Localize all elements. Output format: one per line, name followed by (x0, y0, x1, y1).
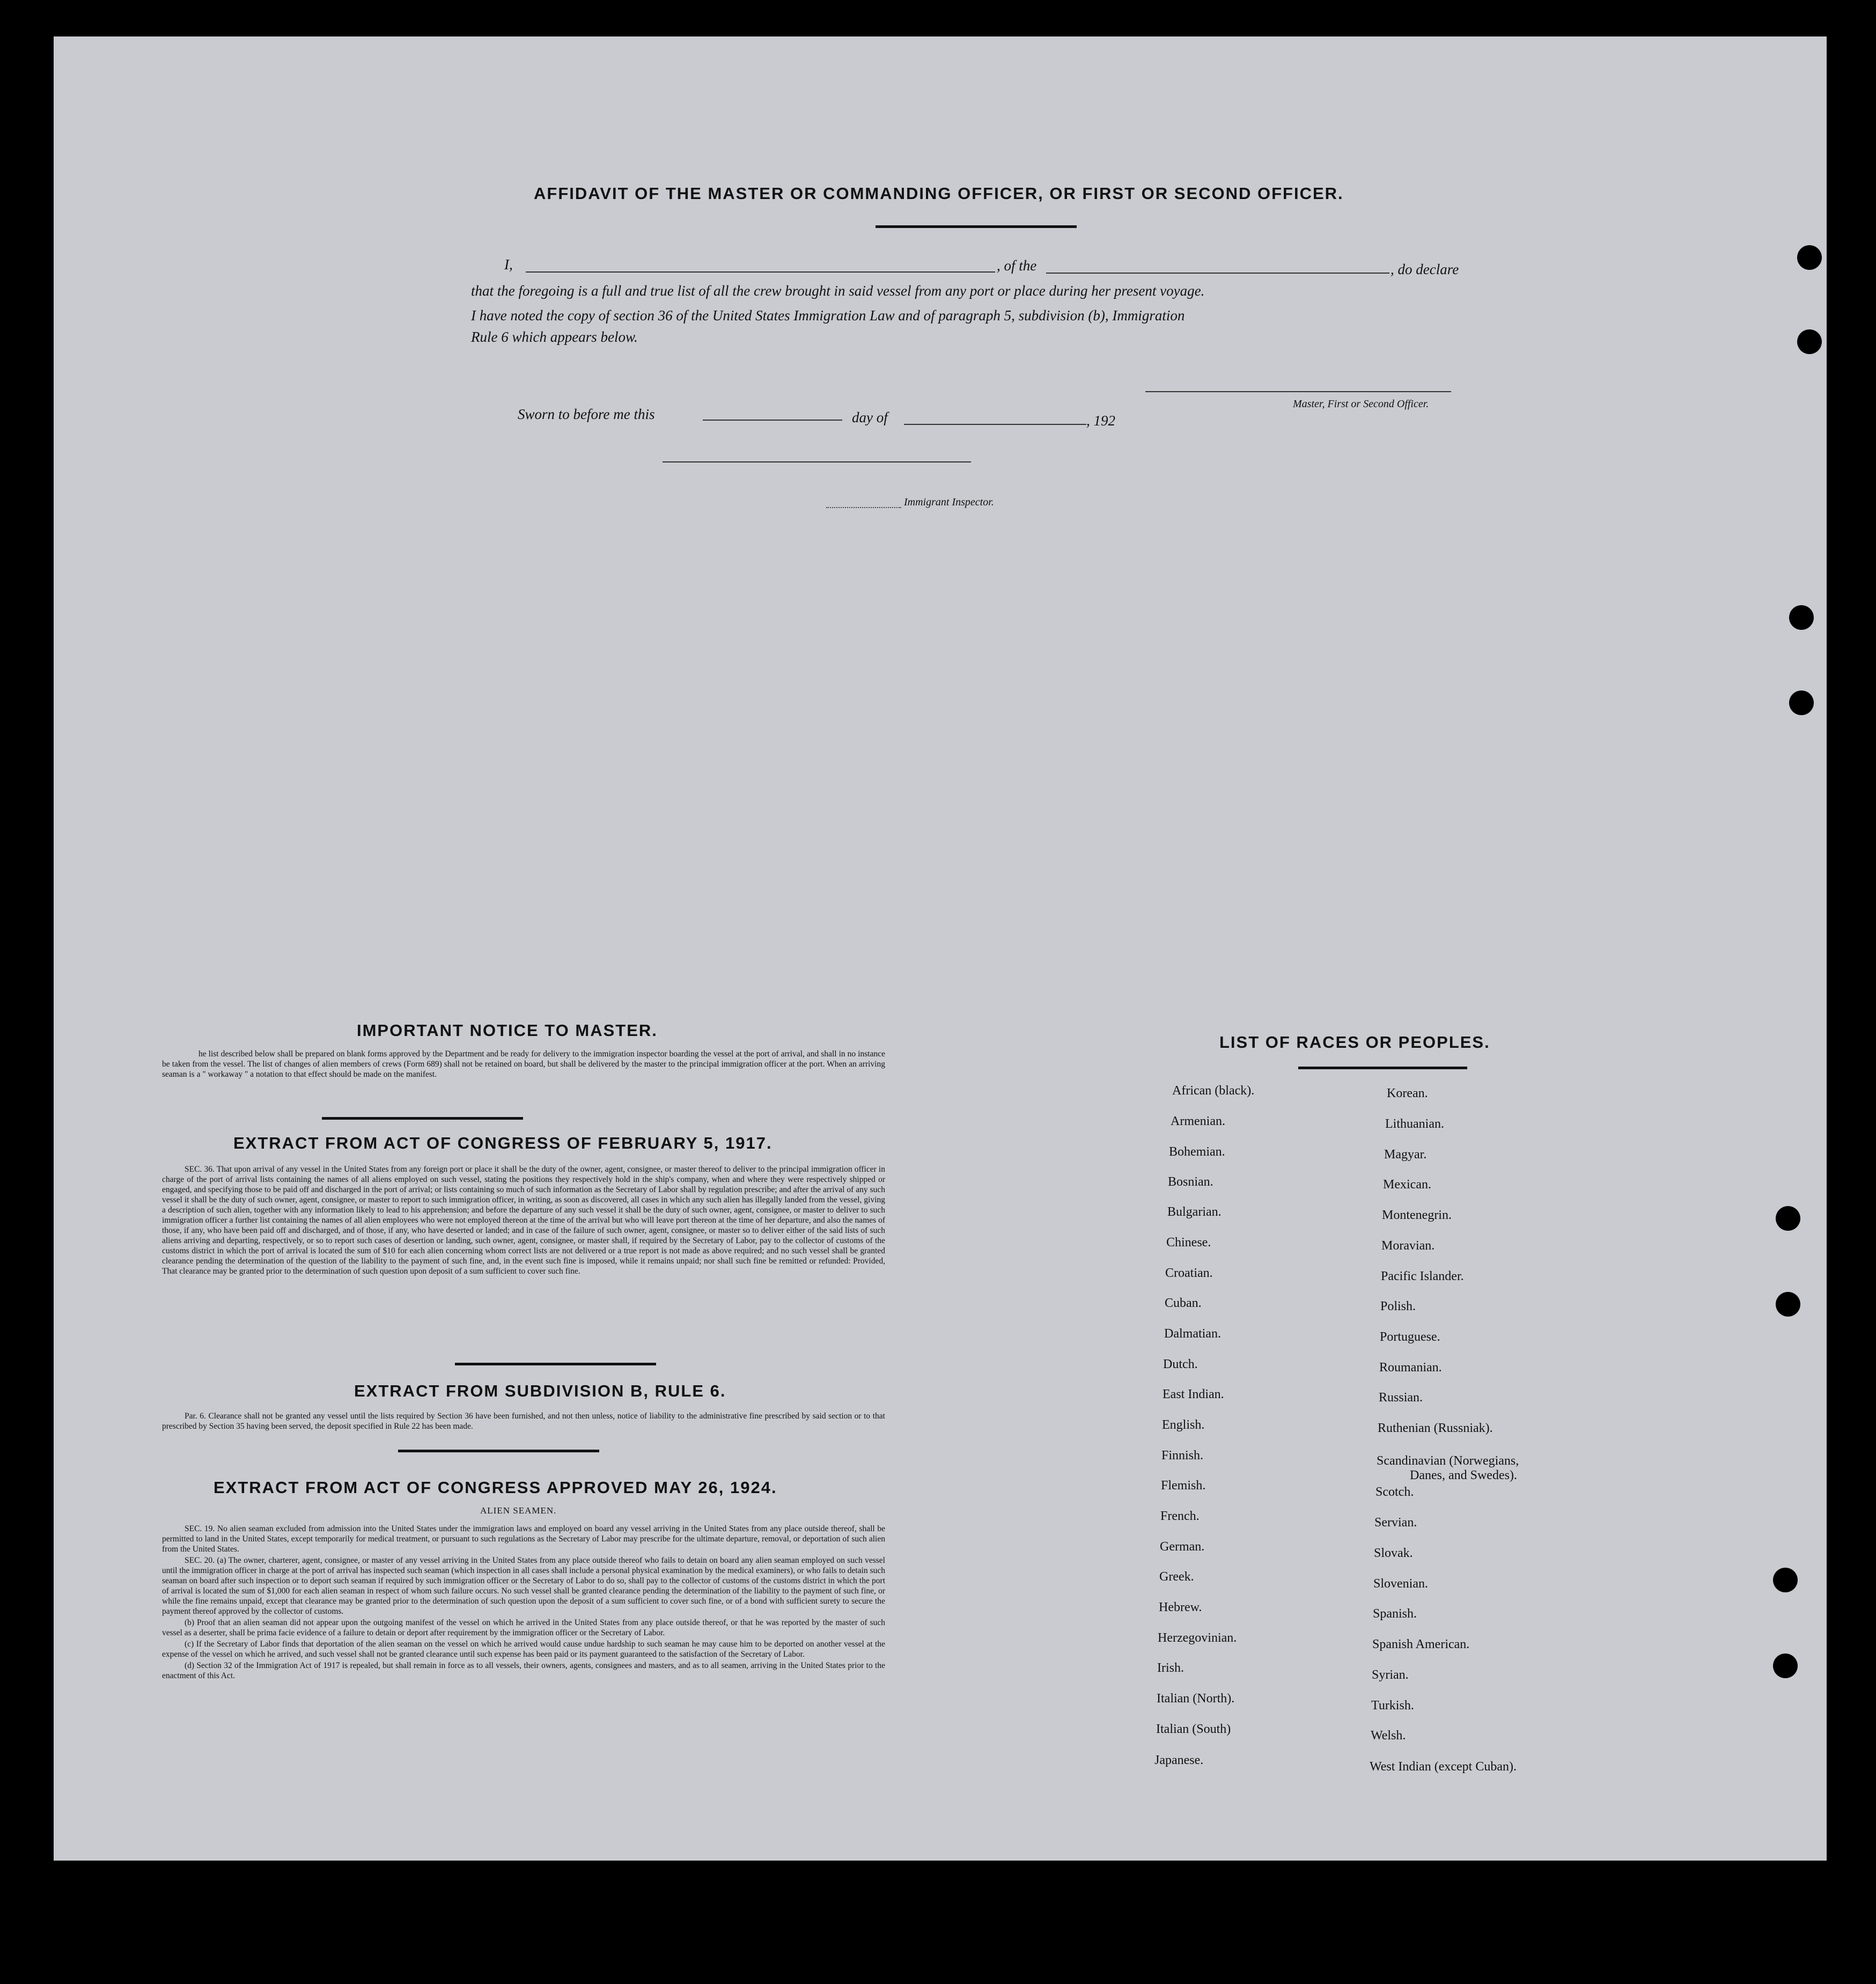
extract-1917-text (162, 1164, 885, 1277)
section-rule (322, 1117, 523, 1120)
race-item: Bulgarian. (1167, 1205, 1222, 1219)
day-of-text: day of (852, 409, 888, 425)
race-item: West Indian (except Cuban). (1370, 1760, 1517, 1774)
race-item: Servian. (1374, 1516, 1417, 1530)
race-item: Japanese. (1154, 1753, 1204, 1767)
race-item: Lithuanian. (1385, 1117, 1444, 1131)
race-item: Italian (South) (1156, 1722, 1231, 1736)
race-item: Italian (North). (1157, 1692, 1235, 1706)
sec-20a-paragraph: SEC. 20. (a) The owner, charterer, agent, consignee, or master of any vessel arriving in the United States from any place outside thereof who fails to detain on board any alien seaman employed on such vessel until the immigration officer in charge at the port of arrival has inspected such seaman (which inspection in all cases shall include a personal physical examination by the medical examiners), or who fails to detain such seaman on board after such inspection or to deport such seaman if required by such immigration officer or the Secretary of Labor to do so, shall pay to the collector of customs of the customs district in which the port of arrival is located the sum of $1,000 for each alien seaman in respect of whom such failure occurs. No such vessel shall be granted clearance pending the determination of the liability to the payment of such fine, or while the fine remains unpaid, except that clearance may be granted prior to the determination of such question upon the deposit of a sum sufficient to cover such fine, or of a bond with sufficient surety to secure the payment thereof approved by the collector of customs. (162, 1556, 885, 1616)
race-item: Hebrew. (1159, 1600, 1202, 1614)
punch-hole (1789, 605, 1814, 630)
sec-20d-paragraph: (d) Section 32 of the Immigration Act of 1917 is repealed, but shall remain in force as to all vessels, their owners, agents, consignees and masters, and as to all seamen, arriving in the United States prior to the enactment of this Act. (162, 1661, 885, 1680)
master-signature-field[interactable] (1145, 391, 1451, 392)
affidavit-line4: Rule 6 which appears below. (471, 329, 638, 345)
punch-hole (1776, 1206, 1800, 1231)
race-item: Greek. (1159, 1570, 1194, 1584)
race-item: Korean. (1387, 1086, 1428, 1100)
punch-hole (1797, 329, 1822, 354)
sworn-text: Sworn to before me this (518, 406, 655, 422)
race-item: Scotch. (1375, 1485, 1414, 1499)
race-item: Bohemian. (1169, 1145, 1225, 1159)
extract-rule6-title: EXTRACT FROM SUBDIVISION B, RULE 6. (354, 1382, 726, 1400)
race-item: Chinese. (1166, 1236, 1211, 1250)
year-text: , 192 (1086, 413, 1115, 429)
affidavit-line2: that the foregoing is a full and true list of all the crew brought in said vessel from any port or place during her present voyage. (471, 283, 1205, 299)
races-title: LIST OF RACES OR PEOPLES. (1219, 1033, 1490, 1052)
sworn-month-field[interactable] (904, 424, 1086, 425)
extract-1917-title: EXTRACT FROM ACT OF CONGRESS OF FEBRUARY 5, 1917. (233, 1134, 773, 1152)
sworn-day-field[interactable] (703, 420, 842, 421)
race-item: Spanish American. (1372, 1637, 1470, 1651)
race-item: Slovenian. (1373, 1577, 1428, 1591)
race-item: Mexican. (1383, 1178, 1431, 1192)
punch-hole (1773, 1654, 1798, 1678)
par-6-paragraph: Par. 6. Clearance shall not be granted any vessel until the lists required by Section 36 have been furnished, and not then unless, notice of liability to the administrative fine prescribed by said section or to that prescribed by Section 35 having been served, the deposit specified in Rule 22 has been made. (162, 1412, 885, 1431)
race-item: Russian. (1379, 1391, 1423, 1405)
punch-hole (1797, 245, 1822, 270)
punch-hole (1789, 690, 1814, 715)
race-item: Irish. (1157, 1661, 1184, 1675)
sec-20b-paragraph: (b) Proof that an alien seaman did not appear upon the outgoing manifest of the vessel on which he arrived in the United States from any place outside thereof, or that he was reported by the master of such vessel as a deserter, shall be prima facie evidence of a failure to detain or deport after requirement by the immigration officer or the Secretary of Labor. (162, 1618, 885, 1637)
race-item: Scandinavian (Norwegians, (1377, 1454, 1519, 1468)
race-item: Pacific Islander. (1381, 1269, 1464, 1283)
race-item: Spanish. (1373, 1607, 1417, 1621)
race-item: French. (1160, 1509, 1200, 1523)
race-item: Magyar. (1384, 1148, 1427, 1162)
race-item: Turkish. (1371, 1699, 1414, 1713)
race-item: German. (1160, 1540, 1205, 1554)
section-rule (455, 1363, 656, 1365)
race-item: Syrian. (1372, 1668, 1409, 1682)
race-item: Montenegrin. (1382, 1208, 1452, 1222)
title-rule (876, 225, 1077, 228)
inspector-signature-field[interactable] (663, 461, 971, 462)
alien-seamen-subtitle: ALIEN SEAMEN. (480, 1505, 557, 1516)
sec-19-paragraph: SEC. 19. No alien seaman excluded from admission into the United States under the immigration laws and employed on board any vessel arriving in the United States from any place outside thereof, shall be permitted to land in the United States, except temporarily for medical treatment, or pursuant to such regulations as the Secretary of Labor may prescribe for the ultimate departure, removal, or deportation of such alien from the United States. (162, 1524, 885, 1554)
race-item: English. (1162, 1418, 1205, 1432)
master-caption: Master, First or Second Officer. (1293, 398, 1429, 410)
race-item: Dutch. (1163, 1357, 1198, 1371)
race-item: East Indian. (1163, 1387, 1224, 1401)
sec-20c-paragraph: (c) If the Secretary of Labor finds that deportation of the alien seaman on the vessel on which he arrived would cause undue hardship to such seaman he may cause him to be deported on another vessel at the expense of the vessel on which he arrived, and such vessel shall not be granted clearance until such expense has been paid or its payment guaranteed to the satisfaction of the Secretary of Labor. (162, 1640, 885, 1659)
affidavit-do-declare: , do declare (1391, 261, 1459, 277)
race-item: Croatian. (1165, 1266, 1213, 1280)
sec-36-paragraph: SEC. 36. That upon arrival of any vessel in the United States from any foreign port or place it shall be the duty of the owner, agent, consignee, or master thereof to deliver to the principal immigration officer in charge of the port of arrival lists containing the names of all aliens employed on such vessel, stating the positions they respectively hold in the ship's company, when and where they were respectively shipped or engaged, and specifying those to be paid off and discharged in the port of arrival; or lists containing so much of such information as the Secretary of Labor shall by regulation prescribe; and after the arrival of any such vessel it shall be the duty of such owner, agent, consignee, or master to report to such immigration officer, in writing, as soon as discovered, all cases in which any such alien has illegally landed from the vessel, giving a description of such alien, together with any information likely to lead to his apprehension; and before the departure of any such vessel it shall be the duty of such owner, agent, consignee, or master to deliver to such immigration officer a further list containing the names of all alien employees who were not employed thereon at the time of the arrival but who will leave port thereon at the time of her departure, and also the names of those, if any, who have been paid off and discharged, and of those, if any, who have deserted or landed; and in case of the failure of such owner, agent, consignee, or master so to deliver either of the said lists of such aliens arriving and departing, respectively, or so to report such cases of desertion or landing, such owner, agent, consignee, or master shall, if required by the Secretary of Labor, pay to the collector of customs of the customs district in which the port of arrival is located the sum of $10 for each alien concerning whom correct lists are not delivered or a true report is not made as above required; and no such vessel shall be granted clearance pending the determination of the question of the liability to the payment of such fine, and, in the event such fine is imposed, while it remains unpaid; nor shall such fine be remitted or refunded: Provided, That clearance may be granted prior to the determination of such question upon deposit of a sum sufficient to cover such fine. (162, 1165, 885, 1276)
race-item: Slovak. (1374, 1546, 1413, 1560)
races-rule (1298, 1067, 1467, 1069)
extract-1924-text (162, 1524, 885, 1682)
race-item: Herzegovinian. (1158, 1631, 1237, 1645)
race-item: Armenian. (1171, 1114, 1225, 1128)
affidavit-title: AFFIDAVIT OF THE MASTER OR COMMANDING OFFICER, OR FIRST OR SECOND OFFICER. (534, 184, 1344, 203)
vessel-field[interactable] (1046, 273, 1389, 274)
extract-rule6-text (162, 1411, 885, 1432)
race-item: African (black). (1172, 1084, 1255, 1098)
race-item: Bosnian. (1168, 1175, 1213, 1189)
punch-hole (1776, 1292, 1800, 1317)
race-item: Ruthenian (Russniak). (1378, 1421, 1493, 1435)
race-item: Finnish. (1161, 1449, 1204, 1463)
extract-1924-title: EXTRACT FROM ACT OF CONGRESS APPROVED MAY 26, 1924. (214, 1478, 777, 1497)
race-item: Cuban. (1165, 1296, 1202, 1310)
race-item: Welsh. (1371, 1729, 1406, 1743)
race-item: Roumanian. (1379, 1361, 1442, 1375)
section-rule (398, 1450, 599, 1452)
notice-text (162, 1049, 885, 1081)
race-item: Dalmatian. (1164, 1327, 1221, 1341)
punch-hole (1773, 1568, 1798, 1592)
inspector-line-dotted (826, 507, 901, 508)
name-field[interactable] (526, 271, 995, 273)
affidavit-line3: I have noted the copy of section 36 of the United States Immigration Law and of paragraph 5, subdivision (b), Immigration (471, 307, 1185, 324)
notice-title: IMPORTANT NOTICE TO MASTER. (357, 1021, 658, 1040)
race-item: Flemish. (1161, 1479, 1206, 1493)
affidavit-of-the: , of the (997, 258, 1037, 274)
affidavit-i: I, (504, 256, 513, 273)
inspector-caption: Immigrant Inspector. (904, 496, 994, 508)
race-item: Danes, and Swedes). (1410, 1468, 1517, 1482)
notice-paragraph: he list described below shall be prepared on blank forms approved by the Department and be ready for delivery to the immigration inspector boarding the vessel at the port of arrival, and shall in no instance be taken from the vessel. The list of changes of alien members of crews (Form 689) shall not be retained on board, but shall be delivered by the master to the principal immigration officer at the port. When an arriving seaman is a " workaway " a notation to that effect should be made on the manifest. (162, 1049, 885, 1079)
race-item: Portuguese. (1380, 1330, 1440, 1344)
race-item: Moravian. (1381, 1239, 1435, 1253)
race-item: Polish. (1380, 1299, 1416, 1313)
